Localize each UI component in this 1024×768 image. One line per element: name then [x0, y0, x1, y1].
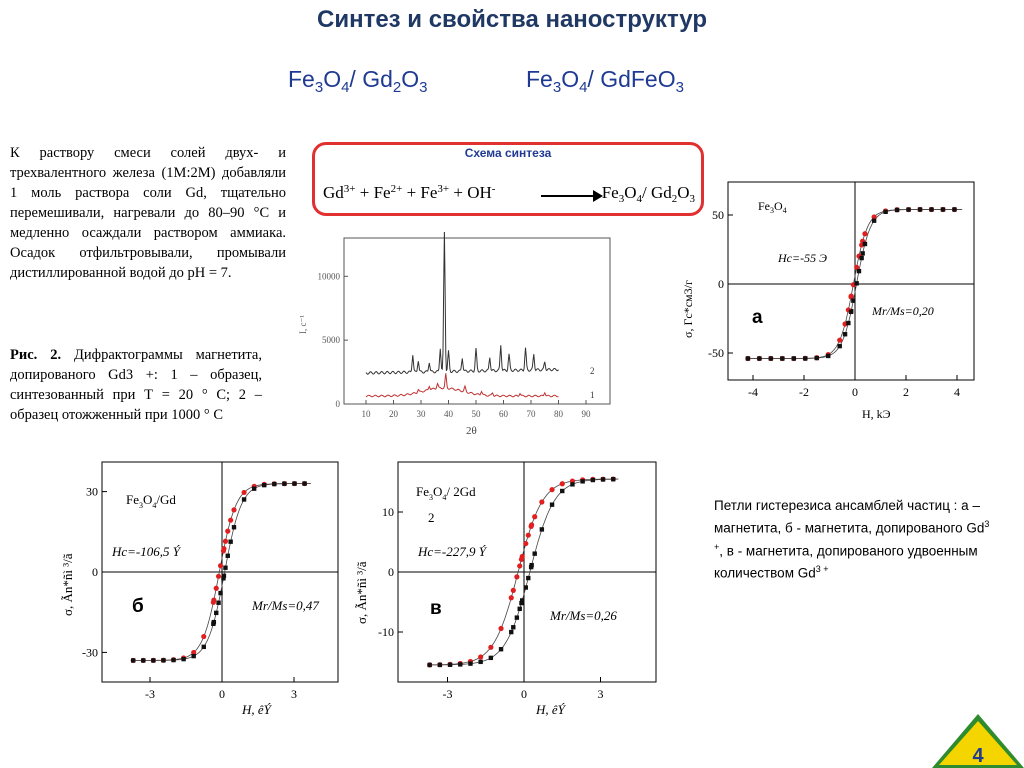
- loop-marker-black: [214, 611, 218, 615]
- loop-xtick-label: 0: [521, 687, 527, 701]
- synthesis-scheme-box: [312, 142, 704, 216]
- loop-marker-black: [533, 551, 537, 555]
- formula-fe3o4-gd2o3: $Fe_3O_4/$ $Gd_2O_3$: [288, 66, 428, 96]
- xrd-xtick-label: 50: [471, 409, 481, 419]
- loop-c-hc: Hc=-227,9 Ý: [418, 544, 486, 559]
- loop-marker-red: [539, 499, 544, 504]
- loop-marker-black: [191, 654, 195, 658]
- loop-a-ylabel: σ, Гс*см3/г: [681, 280, 695, 338]
- loop-marker-black: [511, 625, 515, 629]
- loop-xtick-label: -2: [799, 385, 809, 399]
- loop-xtick-label: 0: [219, 687, 225, 701]
- loop-marker-black: [601, 477, 605, 481]
- loop-marker-black: [857, 269, 861, 273]
- loop-xtick-label: -4: [748, 385, 758, 399]
- loop-ytick-label: 0: [718, 277, 724, 291]
- loop-c-sample-extra: 2: [428, 510, 435, 525]
- xrd-ytick-label: 10000: [317, 271, 340, 282]
- loop-marker-black: [843, 332, 847, 336]
- loop-marker-red: [549, 487, 554, 492]
- loop-marker-red: [509, 595, 514, 600]
- xrd-diffractogram-chart: [296, 232, 622, 442]
- reaction-arrow-icon: [541, 195, 601, 197]
- xrd-xtick-label: 80: [554, 409, 563, 419]
- loop-marker-black: [131, 658, 135, 662]
- xrd-ytick-label: 5000: [322, 335, 340, 346]
- loop-marker-black: [509, 630, 513, 634]
- loop-marker-black: [611, 477, 615, 481]
- xrd-xtick-label: 90: [581, 409, 591, 419]
- loop-b-hc: Hc=-106,5 Ý: [112, 544, 180, 559]
- loop-marker-red: [221, 548, 226, 553]
- loop-a-xlabel: H, kЭ: [862, 407, 891, 421]
- loop-marker-black: [918, 207, 922, 211]
- loop-marker-black: [929, 207, 933, 211]
- loop-xtick-label: 2: [903, 385, 909, 399]
- loop-marker-black: [815, 356, 819, 360]
- loop-marker-black: [181, 657, 185, 661]
- loop-marker-black: [757, 356, 761, 360]
- loop-marker-black: [427, 663, 431, 667]
- xrd-xtick-label: 10: [361, 409, 371, 419]
- loop-marker-black: [550, 502, 554, 506]
- loop-marker-black: [438, 663, 442, 667]
- loop-marker-black: [780, 356, 784, 360]
- loop-xtick-label: -3: [442, 687, 453, 701]
- loop-marker-black: [478, 660, 482, 664]
- loop-marker-red: [560, 481, 565, 486]
- xrd-xtick-label: 40: [444, 409, 453, 419]
- loop-xtick-label: 0: [852, 385, 858, 399]
- loop-marker-red: [526, 533, 531, 538]
- loop-marker-black: [520, 598, 524, 602]
- loop-marker-black: [872, 218, 876, 222]
- loop-ytick-label: 0: [388, 565, 394, 579]
- loop-marker-black: [524, 585, 528, 589]
- loop-b-xlabel: H, êÝ: [242, 702, 271, 717]
- loop-marker-red: [214, 586, 219, 591]
- loop-a-hc: Hc=-55 Э: [778, 251, 827, 265]
- loop-marker-black: [846, 321, 850, 325]
- xrd-xtick-label: 60: [499, 409, 508, 419]
- loop-a-panel-label: a: [752, 307, 763, 328]
- figure-2-caption: Рис. 2. Дифрактограммы магнетита, допированого Gd3 +: 1 – образец, синтезованный при Т = 20 ° С; 2 – образец отожженный при 1000 ° С: [10, 347, 262, 423]
- loop-marker-red: [514, 574, 519, 579]
- loop-marker-red: [231, 507, 236, 512]
- loop-marker-black: [826, 354, 830, 358]
- loop-marker-black: [518, 607, 522, 611]
- loop-marker-black: [292, 481, 296, 485]
- loop-marker-black: [580, 479, 584, 483]
- loop-marker-black: [540, 527, 544, 531]
- loop-marker-black: [851, 298, 855, 302]
- loop-marker-black: [952, 207, 956, 211]
- loop-b-sample: $Fe_3O_4/Gd$: [126, 492, 176, 510]
- loop-marker-black: [282, 482, 286, 486]
- loop-marker-red: [218, 563, 223, 568]
- loop-marker-black: [863, 242, 867, 246]
- synthesis-description: К раствору смеси солей двух- и трехвалентного железа (1М:2М) добавляли 1 моль раствора соли Gd, тщательно перемешивали, нагревали до 80–90 °С и медленно осаждали раствором аммиака. Осадок отфильтровывали, промывали дистиллированной водой до pH = 7.: [10, 145, 286, 281]
- page-number: 4: [972, 745, 984, 767]
- loop-xtick-label: 3: [291, 687, 297, 701]
- page-title: Синтез и свойства наноструктур: [317, 6, 707, 33]
- loop-marker-black: [570, 482, 574, 486]
- loop-marker-red: [201, 634, 206, 639]
- hysteresis-loop-c: [344, 458, 660, 720]
- xrd-curve-1: [366, 373, 559, 397]
- loop-marker-red: [529, 524, 534, 529]
- loop-xtick-label: 3: [597, 687, 604, 701]
- loop-marker-black: [272, 482, 276, 486]
- xrd-xlabel: 2θ: [466, 425, 477, 437]
- loop-marker-red: [520, 554, 525, 559]
- loop-marker-black: [883, 210, 887, 214]
- loop-marker-red: [223, 539, 228, 544]
- xrd-frame: [344, 238, 610, 404]
- loop-marker-black: [171, 658, 175, 662]
- loop-marker-red: [511, 588, 516, 593]
- loop-marker-red: [225, 529, 230, 534]
- xrd-ylabel: I, c⁻¹: [298, 315, 308, 334]
- loop-b-mrms: Mr/Ms=0,47: [252, 598, 319, 613]
- loop-marker-black: [591, 478, 595, 482]
- loop-marker-red: [837, 338, 842, 343]
- loop-marker-red: [241, 490, 246, 495]
- loop-marker-black: [792, 356, 796, 360]
- loop-c-mrms: Mr/Ms=0,26: [550, 608, 617, 623]
- loop-marker-red: [862, 231, 867, 236]
- loop-marker-black: [838, 344, 842, 348]
- loop-marker-black: [906, 207, 910, 211]
- loop-ytick-label: 0: [92, 565, 98, 579]
- loop-marker-black: [895, 208, 899, 212]
- loop-marker-red: [211, 600, 216, 605]
- loop-marker-black: [448, 663, 452, 667]
- loop-a-mrms: Mr/Ms=0,20: [872, 304, 934, 318]
- loop-marker-black: [941, 207, 945, 211]
- xrd-curve-label-1: 1: [590, 390, 595, 400]
- loop-marker-red: [517, 563, 522, 568]
- loop-ytick-label: -50: [708, 346, 724, 360]
- loop-marker-black: [859, 256, 863, 260]
- loop-marker-red: [532, 514, 537, 519]
- loop-marker-black: [228, 539, 232, 543]
- loop-marker-black: [560, 489, 564, 493]
- loop-marker-black: [216, 601, 220, 605]
- loop-c-xlabel: H, êÝ: [536, 702, 565, 717]
- loop-marker-red: [216, 574, 221, 579]
- loop-c-sample: $Fe_3O_4/$ 2Gd: [416, 484, 476, 502]
- synthesis-scheme-title: Схема синтеза: [464, 146, 552, 160]
- synthesis-product: $Fe_3O_4/$ $Gd_2O_3$: [601, 183, 695, 205]
- loop-marker-red: [478, 654, 483, 659]
- loop-marker-red: [498, 626, 503, 631]
- loop-marker-black: [218, 591, 222, 595]
- loop-marker-black: [161, 658, 165, 662]
- xrd-ytick-label: 0: [335, 399, 340, 409]
- hysteresis-loop-a: [672, 178, 982, 422]
- loop-marker-black: [803, 356, 807, 360]
- loop-b-ylabel: σ, Ãn*ñì ³/ã: [60, 553, 75, 616]
- loop-marker-black: [223, 566, 227, 570]
- loop-marker-red: [488, 645, 493, 650]
- loop-xtick-label: -3: [145, 687, 155, 701]
- loop-marker-black: [769, 356, 773, 360]
- loop-marker-red: [228, 518, 233, 523]
- loop-ytick-label: 10: [382, 505, 394, 519]
- loop-marker-black: [242, 497, 246, 501]
- loop-ytick-label: 50: [712, 208, 724, 222]
- loop-marker-black: [468, 661, 472, 665]
- loop-marker-black: [211, 622, 215, 626]
- loop-marker-black: [515, 615, 519, 619]
- loop-marker-black: [458, 662, 462, 666]
- page-number-badge: [928, 712, 1024, 768]
- xrd-curve-label-2: 2: [590, 366, 595, 376]
- loop-ytick-label: -10: [378, 625, 394, 639]
- loop-marker-black: [226, 554, 230, 558]
- loop-marker-black: [221, 576, 225, 580]
- loop-marker-black: [141, 658, 145, 662]
- loop-marker-black: [849, 310, 853, 314]
- loop-marker-black: [151, 658, 155, 662]
- xrd-xtick-label: 20: [389, 409, 398, 419]
- formula-fe3o4-gdfeo3: $Fe_3O_4/$ GdFeO$_3$: [526, 66, 684, 96]
- loop-marker-black: [302, 481, 306, 485]
- loop-marker-black: [529, 565, 533, 569]
- loop-marker-black: [489, 656, 493, 660]
- loop-c-ylabel: σ, Ãn*ñì ³/ã: [354, 561, 369, 624]
- loop-xtick-label: 4: [954, 385, 960, 399]
- hysteresis-loop-b: [52, 458, 342, 720]
- loop-marker-red: [523, 541, 528, 546]
- loop-marker-black: [202, 645, 206, 649]
- xrd-xtick-label: 30: [416, 409, 426, 419]
- loop-a-sample: $Fe_3O_4$: [758, 199, 787, 215]
- xrd-curve-2: [366, 232, 559, 374]
- loop-ytick-label: 30: [86, 484, 98, 499]
- loop-marker-black: [854, 281, 858, 285]
- loop-marker-black: [499, 647, 503, 651]
- loop-marker-black: [232, 525, 236, 529]
- loop-ytick-label: -30: [82, 645, 98, 660]
- loop-marker-black: [262, 483, 266, 487]
- hysteresis-caption: Петли гистерезиса ансамблей частиц : а – магнетита, б - магнетита, допированого $Gd^{3 +}$, в - магнетита, допированого удвоенным количеством $Gd^{3 +}$: [714, 498, 990, 581]
- loop-c-panel-label: в: [430, 598, 442, 619]
- loop-marker-black: [252, 486, 256, 490]
- loop-marker-black: [526, 576, 530, 580]
- loop-b-panel-label: б: [132, 596, 144, 617]
- xrd-xtick-label: 70: [526, 409, 536, 419]
- loop-marker-black: [746, 356, 750, 360]
- synthesis-reactants: $Gd^{3+} + Fe^{2+} + Fe^{3+} + OH^-$: [323, 183, 496, 202]
